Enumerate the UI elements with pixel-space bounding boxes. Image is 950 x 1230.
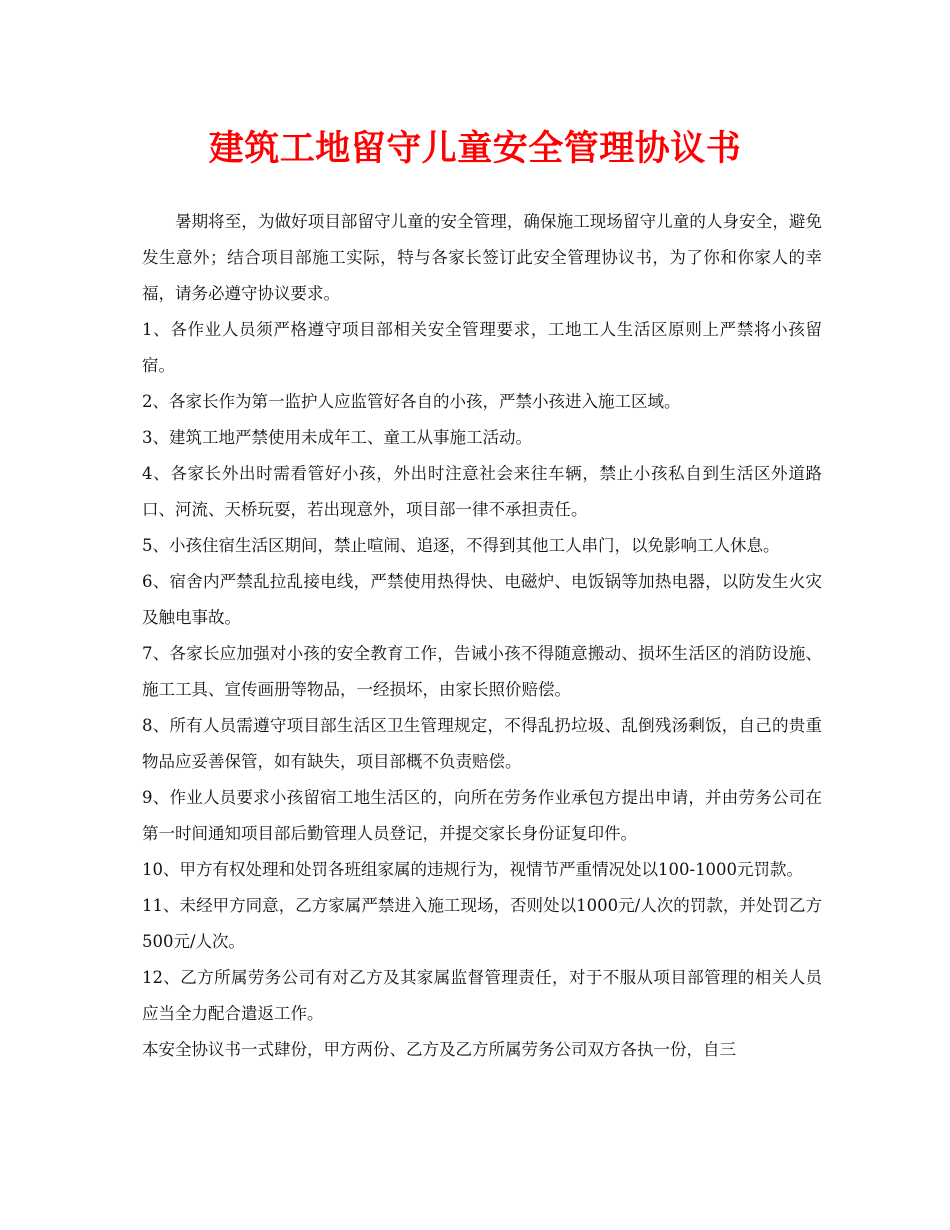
clause-10: 10、甲方有权处理和处罚各班组家属的违规行为，视情节严重情况处以100-1000元罚款。 <box>142 860 804 879</box>
clause-6: 6、宿舍内严禁乱拉乱接电线，严禁使用热得快、电磁炉、电饭锅等加热电器，以防发生火灾及触电事故。 <box>142 572 822 627</box>
clause-4: 4、各家长外出时需看管好小孩，外出时注意社会来往车辆，禁止小孩私自到生活区外道路口、河流、天桥玩耍，若出现意外，项目部一律不承担责任。 <box>142 464 822 519</box>
clause-7: 7、各家长应加强对小孩的安全教育工作，告诫小孩不得随意搬动、损坏生活区的消防设施、施工工具、宣传画册等物品，一经损坏，由家长照价赔偿。 <box>142 644 822 699</box>
clause-8: 8、所有人员需遵守项目部生活区卫生管理规定，不得乱扔垃圾、乱倒残汤剩饭，自己的贵重物品应妥善保管，如有缺失，项目部概不负责赔偿。 <box>142 716 822 771</box>
intro-paragraph: 暑期将至，为做好项目部留守儿童的安全管理，确保施工现场留守儿童的人身安全，避免发生意外；结合项目部施工实际，特与各家长签订此安全管理协议书，为了你和你家人的幸福，请务必遵守协议要求。 <box>142 212 822 303</box>
clause-12: 12、乙方所属劳务公司有对乙方及其家属监督管理责任，对于不服从项目部管理的相关人员应当全力配合遣返工作。 <box>142 968 822 1023</box>
clause-3: 3、建筑工地严禁使用未成年工、童工从事施工活动。 <box>142 428 532 447</box>
document-title: 建筑工地留守儿童安全管理协议书 <box>208 128 742 169</box>
clause-9: 9、作业人员要求小孩留宿工地生活区的，向所在劳务作业承包方提出申请，并由劳务公司在第一时间通知项目部后勤管理人员登记，并提交家长身份证复印件。 <box>142 788 822 843</box>
clause-2: 2、各家长作为第一监护人应监管好各自的小孩，严禁小孩进入施工区域。 <box>142 392 681 411</box>
clause-11: 11、未经甲方同意，乙方家属严禁进入施工现场，否则处以1000元/人次的罚款，并处罚乙方500元/人次。 <box>142 896 822 951</box>
clause-1: 1、各作业人员须严格遵守项目部相关安全管理要求，工地工人生活区原则上严禁将小孩留宿。 <box>142 320 822 375</box>
closing-paragraph: 本安全协议书一式肆份，甲方两份、乙方及乙方所属劳务公司双方各执一份，自三 <box>142 1040 736 1059</box>
document-body <box>142 204 822 1068</box>
clause-5: 5、小孩住宿生活区期间，禁止喧闹、追逐，不得到其他工人串门，以免影响工人休息。 <box>142 536 780 555</box>
